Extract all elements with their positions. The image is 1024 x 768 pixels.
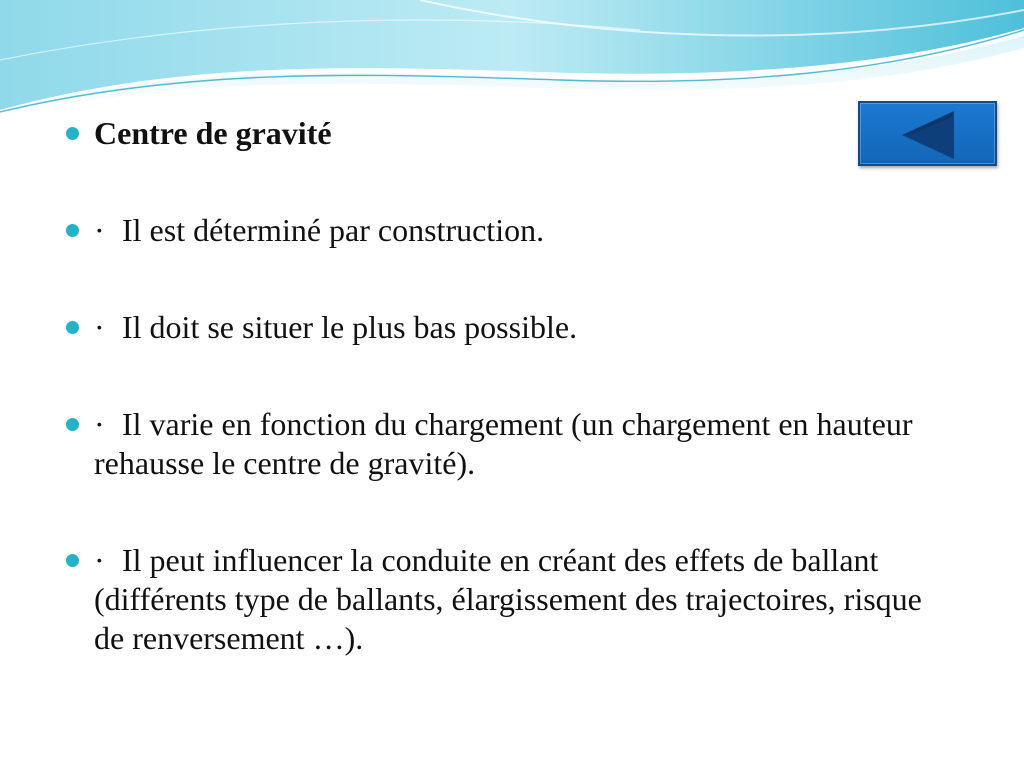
bullet-item bbox=[66, 114, 946, 153]
bullet-text: Il peut influencer la conduite en créant des effets de ballant (différents type de ballants, élargissement des trajectoires, risque de renversement …). bbox=[94, 542, 922, 656]
bullet-item bbox=[66, 405, 946, 483]
bullet-prefix: · bbox=[94, 309, 105, 345]
bullet-item bbox=[66, 308, 946, 347]
bullet-prefix: · bbox=[94, 542, 105, 578]
bullet-dot-icon bbox=[66, 127, 79, 140]
bullet-prefix: · bbox=[94, 212, 105, 248]
bullet-text-title: Centre de gravité bbox=[94, 115, 332, 151]
bullet-dot-icon bbox=[66, 554, 79, 567]
bullet-dot-icon bbox=[66, 224, 79, 237]
bullet-prefix: · bbox=[94, 406, 105, 442]
bullet-dot-icon bbox=[66, 418, 79, 431]
bullet-text: Il est déterminé par construction. bbox=[122, 212, 545, 248]
bullet-dot-icon bbox=[66, 321, 79, 334]
bullet-list bbox=[66, 114, 946, 658]
bullet-text: Il varie en fonction du chargement (un chargement en hauteur rehausse le centre de gravité). bbox=[94, 406, 913, 481]
bullet-item bbox=[66, 541, 946, 658]
bullet-item bbox=[66, 211, 946, 250]
bullet-text: Il doit se situer le plus bas possible. bbox=[122, 309, 578, 345]
